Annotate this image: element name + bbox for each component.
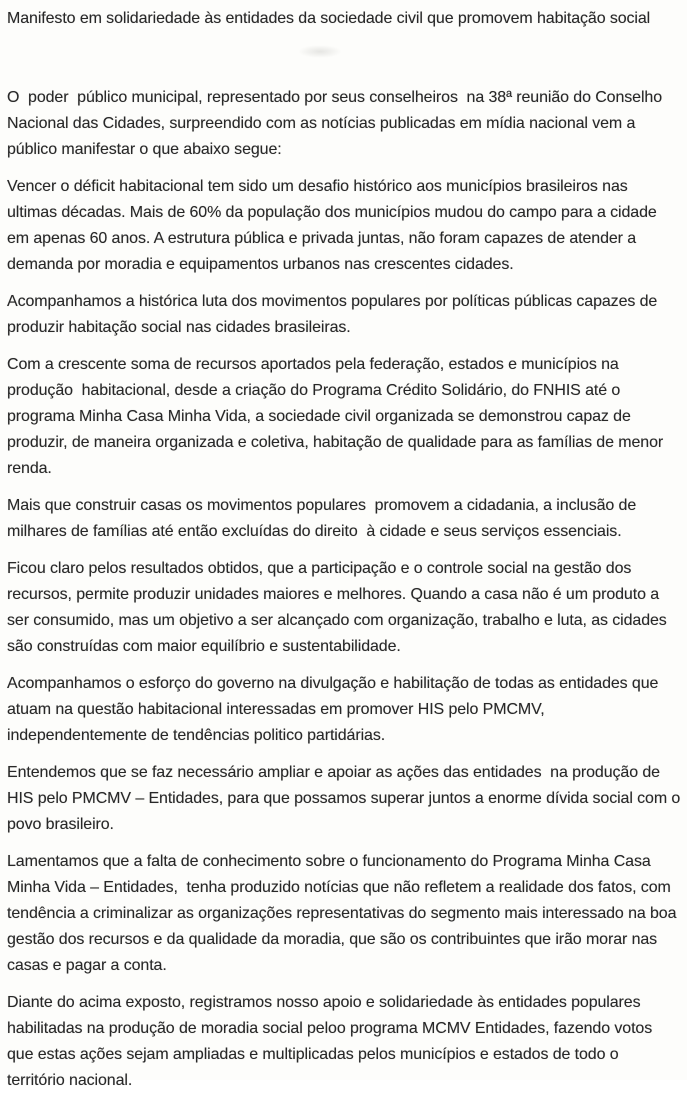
document-body	[7, 85, 681, 1094]
text-line: Lamentamos que a falta de conhecimento sobre o funcionamento do Programa Minha Casa	[7, 853, 651, 870]
text-line: em apenas 60 anos. A estrutura pública e privada juntas, não foram capazes de atender a	[7, 230, 637, 247]
text-line: Entendemos que se faz necessário ampliar e apoiar as ações das entidades na produção de	[7, 764, 660, 781]
text-line: renda.	[7, 460, 52, 477]
paragraph	[7, 352, 675, 482]
text-line: território nacional.	[7, 1072, 133, 1089]
text-line: recursos, permite produzir unidades maiores e melhores. Quando a casa não é um produto a	[7, 586, 660, 603]
text-line: tendência a criminalizar as organizações representativas do segmento mais interessado na boa	[7, 905, 677, 922]
text-line: milhares de famílias até então excluídas do direito à cidade e seus serviços essenciais.	[7, 523, 622, 540]
paragraph	[7, 85, 675, 163]
text-line: gestão dos recursos e da qualidade da moradia, que são os contribuintes que irão morar nas	[7, 931, 658, 948]
text-line: ser consumido, mas um objetivo a ser alcançado com organização, trabalho e luta, as cidades	[7, 612, 667, 629]
paragraph	[7, 174, 675, 278]
text-line: povo brasileiro.	[7, 816, 114, 833]
text-line: demanda por moradia e equipamentos urbanos nas crescentes cidades.	[7, 256, 514, 273]
text-line: produzir, de maneira organizada e coletiva, habitação de qualidade para as famílias de menor	[7, 434, 664, 451]
text-line: HIS pelo PMCMV – Entidades, para que possamos superar juntos a enorme dívida social com o	[7, 790, 681, 807]
paragraph	[7, 289, 675, 341]
text-line: atuam na questão habitacional interessadas em promover HIS pelo PMCMV,	[7, 701, 545, 718]
text-line: ultimas décadas. Mais de 60% da população dos municípios mudou do campo para a cidade	[7, 204, 657, 221]
text-line: habilitadas na produção de moradia social peloo programa MCMV Entidades, fazendo votos	[7, 1020, 653, 1037]
paragraph	[7, 990, 675, 1094]
paragraph	[7, 849, 675, 979]
text-line: público manifestar o que abaixo segue:	[7, 141, 282, 158]
text-line: Nacional das Cidades, surpreendido com as notícias publicadas em mídia nacional vem a	[7, 115, 636, 132]
text-line: Acompanhamos o esforço do governo na divulgação e habilitação de todas as entidades que	[7, 675, 659, 692]
text-line: produção habitacional, desde a criação do Programa Crédito Solidário, do FNHIS até o	[7, 382, 621, 399]
text-line: Ficou claro pelos resultados obtidos, que a participação e o controle social na gestão dos	[7, 560, 632, 577]
text-line: Com a crescente soma de recursos aportados pela federação, estados e municípios na	[7, 356, 619, 373]
text-line: independentemente de tendências politico partidárias.	[7, 727, 386, 744]
paragraph	[7, 671, 675, 749]
text-line: Diante do acima exposto, registramos nosso apoio e solidariedade às entidades populares	[7, 994, 641, 1011]
text-line: Mais que construir casas os movimentos populares promovem a cidadania, a inclusão de	[7, 497, 637, 514]
text-line: produzir habitação social nas cidades brasileiras.	[7, 319, 351, 336]
paragraph	[7, 760, 681, 838]
document-title: Manifesto em solidariedade às entidades da sociedade civil que promovem habitação social	[7, 10, 651, 27]
text-line: Acompanhamos a histórica luta dos movimentos populares por políticas públicas capazes de	[7, 293, 658, 310]
text-line: são construídas com maior equilíbrio e sustentabilidade.	[7, 638, 401, 655]
text-line: programa Minha Casa Minha Vida, a sociedade civil organizada se demonstrou capaz de	[7, 408, 631, 425]
text-line: que estas ações sejam ampliadas e multiplicadas pelos municípios e estados de todo o	[7, 1046, 619, 1063]
scan-artifact	[298, 45, 342, 58]
paragraph	[7, 493, 675, 545]
text-line: O poder público municipal, representado por seus conselheiros na 38ª reunião do Conselho	[7, 89, 663, 106]
paragraph	[7, 556, 675, 660]
text-line: Minha Vida – Entidades, tenha produzido notícias que não refletem a realidade dos fatos, com	[7, 879, 671, 896]
text-line: Vencer o déficit habitacional tem sido um desafio histórico aos municípios brasileiros nas	[7, 178, 628, 195]
text-line: casas e pagar a conta.	[7, 957, 167, 974]
